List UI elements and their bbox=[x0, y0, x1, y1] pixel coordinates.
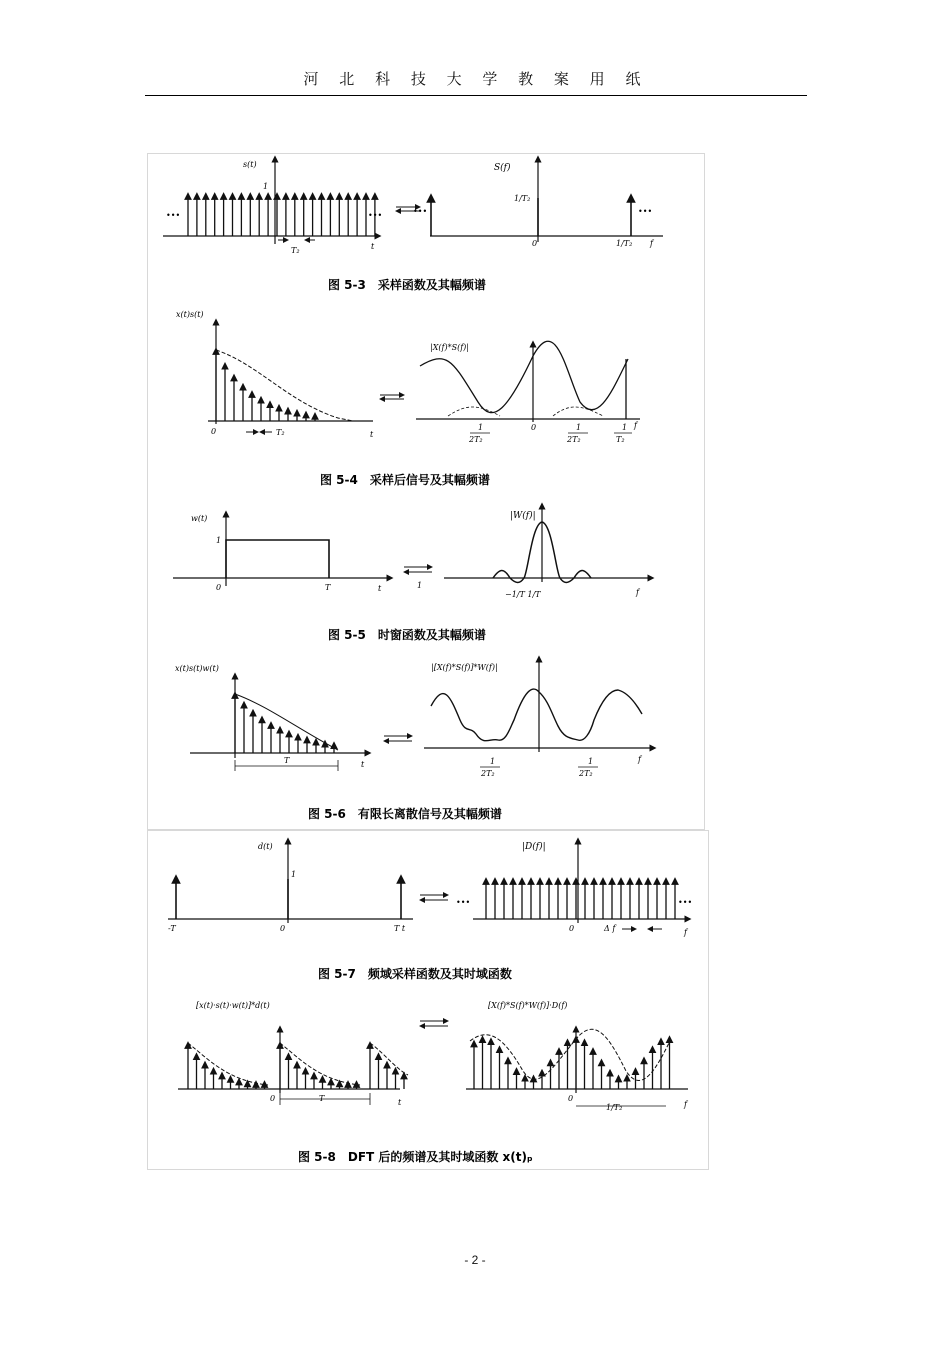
fig53-right-f: f bbox=[650, 239, 653, 248]
figure-5-7 bbox=[168, 841, 692, 981]
finite-signal-stems bbox=[235, 695, 334, 753]
fig54-right-ylabel: |X(f)*S(f)| bbox=[430, 343, 469, 352]
fig56-caption: 图 5-6 有限长离散信号及其幅频谱 bbox=[308, 807, 502, 821]
fig54-caption: 图 5-4 采样后信号及其幅频谱 bbox=[320, 473, 490, 487]
frequency-comb bbox=[486, 881, 675, 919]
fig55-left-zero: 0 bbox=[216, 583, 222, 592]
fig53-left-ylabel: s(t) bbox=[243, 160, 257, 169]
fig56-right-ylabel: |[X(f)*S(f)]*W(f)| bbox=[431, 663, 498, 672]
fig54-right-zero: 0 bbox=[531, 423, 537, 432]
fig54-tick1-num: 1 bbox=[478, 423, 484, 432]
fig57-left-zero: 0 bbox=[280, 924, 286, 933]
fig53-right-level: 1/T₂ bbox=[514, 194, 531, 203]
figure-5-4 bbox=[176, 310, 640, 487]
fig55-mid-mark: 1 bbox=[417, 581, 423, 590]
figure-panel-lower bbox=[147, 830, 709, 1170]
fig53-left-t: t bbox=[371, 242, 375, 251]
fig56-left-t: t bbox=[361, 760, 365, 769]
fig54-left-zero: 0 bbox=[211, 427, 217, 436]
fig53-right-zero: 0 bbox=[532, 239, 538, 248]
fig54-right-f: f bbox=[634, 421, 637, 430]
figure-5-6 bbox=[175, 659, 653, 821]
page-header-title: 河 北 科 技 大 学 教 案 用 纸 bbox=[303, 70, 649, 88]
fig57-dots-right: ••• bbox=[678, 898, 693, 907]
periodic-signal-stems bbox=[188, 1045, 404, 1089]
fig53-left-one: 1 bbox=[263, 182, 269, 191]
fig56-left-T: T bbox=[284, 756, 290, 765]
fig53-left-period: T₂ bbox=[291, 246, 300, 255]
fig56-left-ylabel: x(t)s(t)w(t) bbox=[175, 664, 219, 673]
fig54-tick1-den: 2T₂ bbox=[469, 435, 483, 444]
fig53-dots-mid: ••• bbox=[413, 207, 428, 216]
fig53-caption: 图 5-3 采样函数及其幅频谱 bbox=[328, 278, 486, 292]
fig56-tick1-den: 2T₂ bbox=[481, 769, 495, 778]
fig58-left-zero: 0 bbox=[270, 1094, 276, 1103]
figure-5-3 bbox=[163, 159, 663, 292]
fig57-right-f: f bbox=[684, 928, 687, 937]
dft-spectrum-stems bbox=[474, 1039, 670, 1089]
figures-svg-lower bbox=[148, 831, 708, 1169]
header-rule bbox=[145, 95, 807, 96]
fig53-right-tick: 1/T₂ bbox=[616, 239, 633, 248]
fig53-dots-right: ••• bbox=[638, 207, 653, 216]
fig57-caption: 图 5-7 频域采样函数及其时域函数 bbox=[318, 967, 512, 981]
fig58-right-f: f bbox=[684, 1100, 687, 1109]
fig54-left-t: t bbox=[370, 430, 374, 439]
sampled-signal-stems bbox=[216, 351, 315, 421]
fig55-caption: 图 5-5 时窗函数及其幅频谱 bbox=[328, 628, 486, 642]
figures-svg-upper bbox=[148, 154, 704, 829]
fig56-tick2-den: 2T₂ bbox=[579, 769, 593, 778]
fig58-right-zero: 0 bbox=[568, 1094, 574, 1103]
fig58-caption: 图 5-8 DFT 后的频谱及其时域函数 x(t)ₚ bbox=[298, 1150, 533, 1164]
fig57-right-zero: 0 bbox=[569, 924, 575, 933]
fig56-tick2-num: 1 bbox=[588, 757, 594, 766]
fig54-tick2-den: 2T₂ bbox=[567, 435, 581, 444]
fig58-right-ylabel: [X(f)*S(f)*W(f)]·D(f) bbox=[488, 1001, 568, 1010]
fig54-left-ylabel: x(t)s(t) bbox=[176, 310, 204, 319]
fig55-left-ylabel: w(t) bbox=[191, 514, 208, 523]
fig57-left-T: T t bbox=[394, 924, 406, 933]
page-number: - 2 - bbox=[464, 1253, 486, 1267]
fig57-left-negT: -T bbox=[168, 924, 176, 933]
fig53-left-dots: ••• bbox=[166, 211, 181, 220]
fig54-tick2-num: 1 bbox=[576, 423, 582, 432]
figure-5-8 bbox=[178, 1001, 689, 1164]
fig54-tick3-den: T₂ bbox=[616, 435, 625, 444]
fig58-right-period: 1/T₂ bbox=[606, 1103, 623, 1112]
figure-panel-upper bbox=[147, 153, 705, 830]
fig57-right-df: Δ f bbox=[604, 924, 616, 933]
fig58-left-T: T bbox=[319, 1094, 325, 1103]
fig58-left-t: t bbox=[398, 1098, 402, 1107]
sampling-comb bbox=[188, 196, 375, 236]
fig53-right-ylabel: S(f) bbox=[494, 163, 511, 173]
fig57-left-ylabel: d(t) bbox=[258, 842, 273, 851]
figure-5-5 bbox=[173, 506, 651, 642]
fig57-dots-left: ••• bbox=[456, 898, 471, 907]
fig55-left-one: 1 bbox=[216, 536, 222, 545]
fig57-left-one: 1 bbox=[291, 870, 297, 879]
fig55-right-ylabel: |W(f)| bbox=[510, 511, 536, 521]
fig53-right-dots-left: ••• bbox=[368, 211, 383, 220]
fig57-right-ylabel: |D(f)| bbox=[522, 842, 546, 852]
fig54-tick3-num: 1 bbox=[622, 423, 628, 432]
fig55-right-ticks: −1/T 1/T bbox=[505, 590, 541, 599]
fig55-left-T: T bbox=[325, 583, 331, 592]
fig55-right-f: f bbox=[636, 588, 639, 597]
fig56-tick1-num: 1 bbox=[490, 757, 496, 766]
fig54-left-period: T₂ bbox=[276, 428, 285, 437]
fig58-left-ylabel: [x(t)·s(t)·w(t)]*d(t) bbox=[196, 1001, 270, 1010]
fig56-right-f: f bbox=[638, 755, 641, 764]
fig55-left-t: t bbox=[378, 584, 382, 593]
